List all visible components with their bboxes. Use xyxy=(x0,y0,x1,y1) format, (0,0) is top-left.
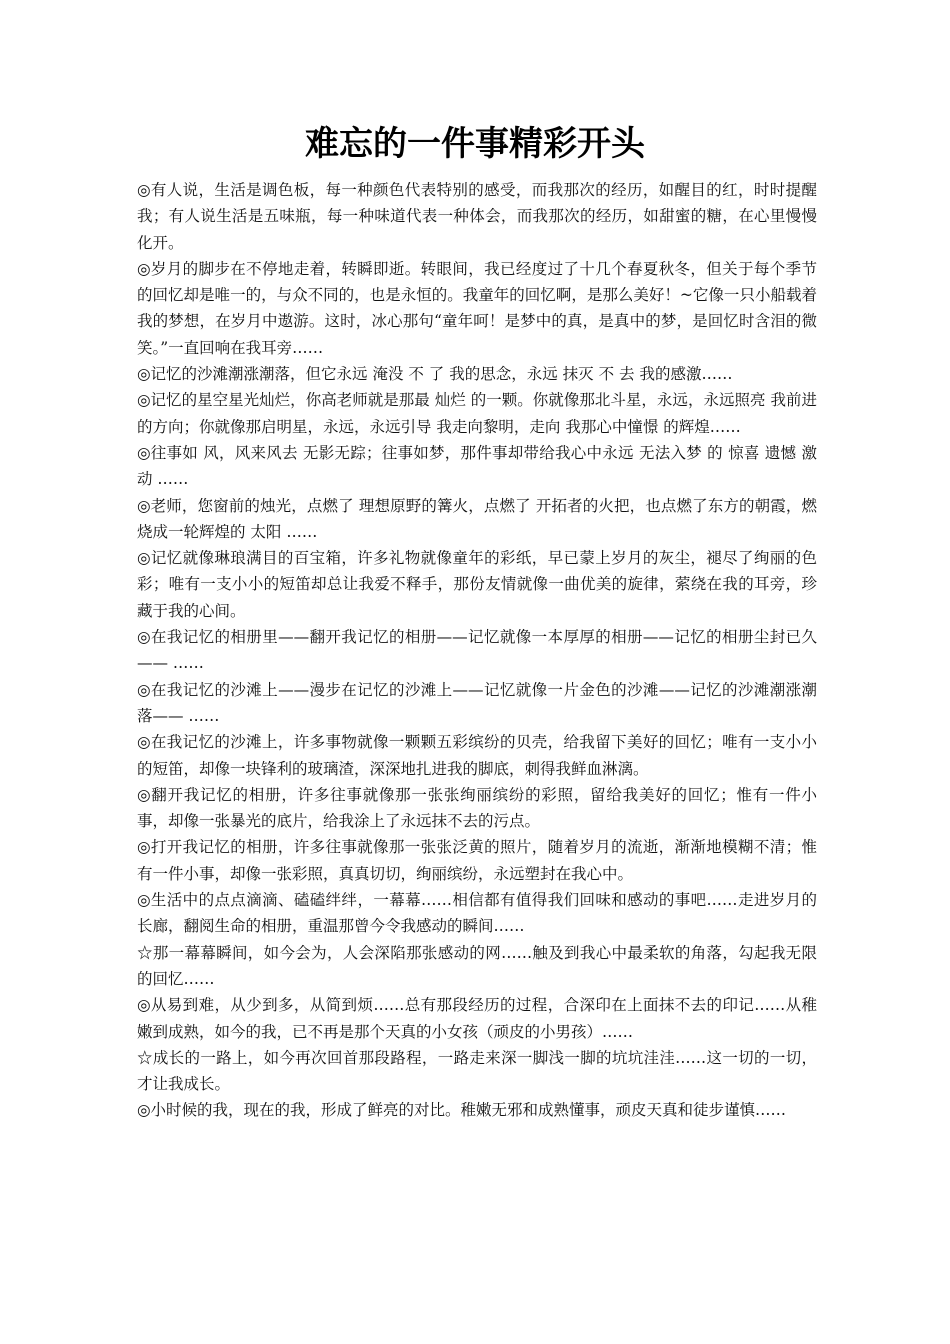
paragraph: ◎往事如 风，风来风去 无影无踪；往事如梦，那件事却带给我心中永远 无法入梦 的 惊喜 遗憾 激动 …… xyxy=(137,443,817,489)
paragraph: ◎记忆的沙滩潮涨潮落，但它永远 淹没 不 了 我的思念，永远 抹灭 不 去 我的感激…… xyxy=(137,365,733,384)
document-title: 难忘的一件事精彩开头 xyxy=(305,124,645,164)
paragraph: ◎记忆的星空星光灿烂，你高老师就是那最 灿烂 的一颗。你就像那北斗星，永远，永远照亮 我前进的方向；你就像那启明星，永远，永远引导 我走向黎明，走向 我那心中憧憬 的辉煌…… xyxy=(137,391,817,436)
paragraph: ◎生活中的点点滴滴、磕磕绊绊，一幕幕……相信都有值得我们回味和感动的事吧……走进岁月的长廊，翻阅生命的相册，重温那曾今令我感动的瞬间…… xyxy=(137,891,817,936)
paragraph: ◎记忆就像琳琅满目的百宝箱，许多礼物就像童年的彩纸，早已蒙上岁月的灰尘，褪尽了绚丽的色彩；唯有一支小小的短笛却总让我爱不释手，那份友情就像一曲优美的旋律，萦绕在我的耳旁，珍藏于我的心间。 xyxy=(137,549,817,620)
document-body xyxy=(137,177,817,1124)
paragraph: ◎在我记忆的沙滩上，许多事物就像一颗颗五彩缤纷的贝壳，给我留下美好的回忆；唯有一支小小的短笛，却像一块锋利的玻璃渣，深深地扎进我的脚底，刺得我鲜血淋漓。 xyxy=(137,733,817,778)
paragraph: ◎小时候的我，现在的我，形成了鲜亮的对比。稚嫩无邪和成熟懂事，顽皮天真和徒步谨慎…… xyxy=(137,1101,787,1120)
paragraph: ◎打开我记忆的相册，许多往事就像那一张张泛黄的照片，随着岁月的流逝，渐渐地模糊不清；惟有一件小事，却像一张彩照，真真切切，绚丽缤纷，永远塑封在我心中。 xyxy=(137,838,817,883)
paragraph: ☆成长的一路上，如今再次回首那段路程，一路走来深一脚浅一脚的坑坑洼洼……这一切的一切，才让我成长。 xyxy=(137,1048,817,1094)
paragraph: ◎在我记忆的沙滩上——漫步在记忆的沙滩上——记忆就像一片金色的沙滩——记忆的沙滩潮涨潮落—— …… xyxy=(137,680,817,725)
paragraph: ◎岁月的脚步在不停地走着，转瞬即逝。转眼间，我已经度过了十几个春夏秋冬，但关于每个季节的回忆却是唯一的，与众不同的，也是永恒的。我童年的回忆啊，是那么美好！~它像一只小船载着我的梦想，在岁月中遨游。这时，冰心那句“童年呵！是梦中的真，是真中的梦，是回忆时含泪的微笑。”一直回响在我耳旁…… xyxy=(137,259,817,357)
paragraph: ◎翻开我记忆的相册，许多往事就像那一张张绚丽缤纷的彩照，留给我美好的回忆；惟有一件小事，却像一张暴光的底片，给我涂上了永远抹不去的污点。 xyxy=(137,785,817,831)
paragraph: ◎有人说，生活是调色板，每一种颜色代表特别的感受，而我那次的经历，如醒目的红，时时提醒我；有人说生活是五味瓶，每一种味道代表一种体会，而我那次的经历，如甜蜜的糖，在心里慢慢化开。 xyxy=(137,181,817,252)
paragraph: ◎老师，您窗前的烛光，点燃了 理想原野的篝火，点燃了 开拓者的火把，也点燃了东方的朝霞，燃烧成一轮辉煌的 太阳 …… xyxy=(137,496,817,541)
paragraph: ◎在我记忆的相册里——翻开我记忆的相册——记忆就像一本厚厚的相册——记忆的相册尘封已久—— …… xyxy=(137,628,817,673)
paragraph: ☆那一幕幕瞬间，如今会为，人会深陷那张感动的网……触及到我心中最柔软的角落，勾起我无限的回忆…… xyxy=(137,943,817,988)
paragraph: ◎从易到难，从少到多，从简到烦……总有那段经历的过程，合深印在上面抹不去的印记……从稚嫩到成熟，如今的我，已不再是那个天真的小女孩（顽皮的小男孩）…… xyxy=(137,996,817,1041)
